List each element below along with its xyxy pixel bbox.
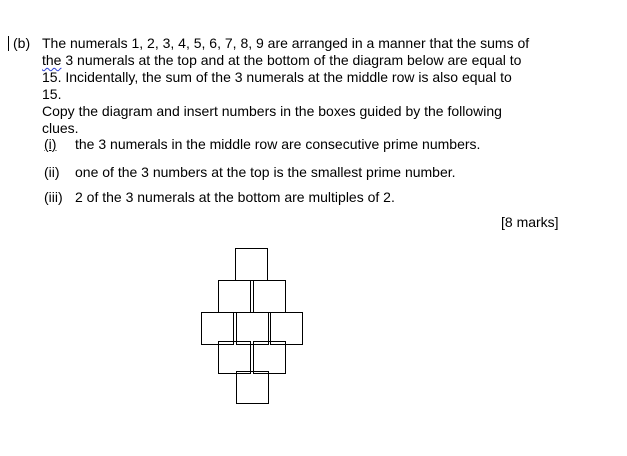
intro-line-1: The numerals 1, 2, 3, 4, 5, 6, 7, 8, 9 are arranged in a manner that the sums of xyxy=(42,35,530,51)
intro-line-2-rest: 3 numerals at the top and at the bottom of the diagram below are equal to xyxy=(65,52,522,68)
question-instruction xyxy=(42,103,502,137)
marks-label: [8 marks] xyxy=(501,214,559,230)
clue-1 xyxy=(44,136,480,153)
intro-line-2 xyxy=(42,52,582,69)
instruction-line-2: clues. xyxy=(42,120,79,136)
diagram-box-top[interactable] xyxy=(235,248,268,281)
diagram-box-upper-left[interactable] xyxy=(218,280,251,313)
clue-number: (ii) xyxy=(44,164,60,180)
spellcheck-word[interactable]: the xyxy=(42,52,62,68)
clue-text: 2 of the 3 numerals at the bottom are multiples of 2. xyxy=(75,189,395,205)
clue-3 xyxy=(44,189,395,206)
clue-text: the 3 numerals in the middle row are consecutive prime numbers. xyxy=(75,136,481,152)
diagram-box-bottom[interactable] xyxy=(236,371,269,404)
clue-text: one of the 3 numbers at the top is the smallest prime number. xyxy=(75,164,456,180)
diagram-box-lower-left[interactable] xyxy=(218,341,251,374)
diagram-box-upper-right[interactable] xyxy=(253,280,286,313)
instruction-line-1: Copy the diagram and insert numbers in the boxes guided by the following xyxy=(42,103,502,119)
clue-2 xyxy=(44,164,456,181)
intro-line-3: 15. Incidentally, the sum of the 3 numerals at the middle row is also equal to xyxy=(42,69,512,85)
question-label: (b) xyxy=(13,35,31,51)
text-cursor xyxy=(8,36,9,51)
intro-line-4: 15. xyxy=(42,86,62,102)
question-intro xyxy=(42,35,582,103)
clue-number: (iii) xyxy=(44,189,63,205)
clue-number: (i) xyxy=(44,136,57,152)
diagram-box-lower-right[interactable] xyxy=(253,341,286,374)
